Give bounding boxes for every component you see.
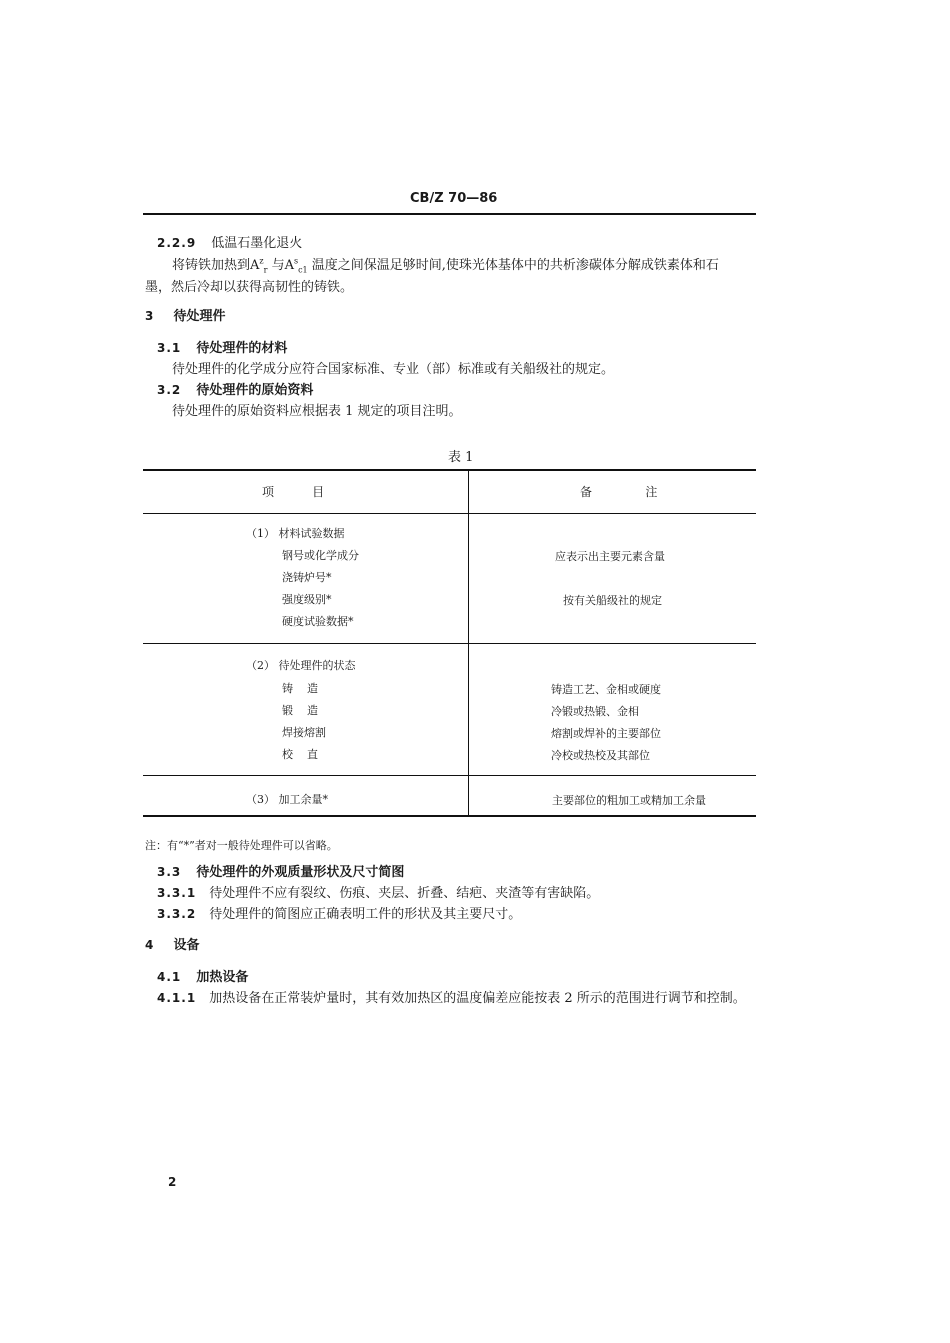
section-number: 3.3.1	[157, 886, 197, 900]
section-title: 待处理件	[173, 309, 226, 324]
section-text: 加热设备在正常装炉量时，其有效加热区的温度偏差应能按表 2 所示的范围进行调节和控制。	[209, 991, 746, 1006]
section-text: 待处理件的简图应正确表明工件的形状及其主要尺寸。	[209, 907, 522, 922]
section-number: 3	[145, 309, 155, 323]
text-fragment: 将铸铁加热到A	[172, 258, 260, 273]
subscript: r	[263, 265, 268, 275]
section-3-3-heading	[157, 861, 404, 880]
section-number: 2.2.9	[157, 236, 197, 250]
section-3-heading	[145, 305, 225, 324]
table-row-rule	[143, 643, 756, 644]
section-title: 待处理件的原始资料	[196, 383, 314, 398]
table-group-head: （2） 待处理件的状态	[246, 659, 356, 672]
section-number: 4.1.1	[157, 991, 197, 1005]
section-3-3-2	[157, 903, 521, 922]
table-footnote: 注：有“*”者对一般待处理件可以省略。	[145, 839, 338, 852]
table-cell: 强度级别*	[282, 593, 332, 606]
section-4-heading	[145, 934, 199, 953]
table-cell: 钢号或化学成分	[282, 549, 359, 562]
table-header-note: 备 注	[580, 485, 658, 499]
page-number: 2	[168, 1175, 178, 1189]
section-4-1-heading	[157, 966, 248, 985]
section-2-2-9-line2: 墨，然后冷却以获得高韧性的铸铁。	[145, 280, 354, 295]
section-2-2-9-heading	[157, 232, 302, 251]
table-cell: 校 直	[282, 748, 318, 761]
table-caption: 表 1	[448, 450, 474, 465]
text-fragment: 温度之间保温足够时间,使珠光体基体中的共析渗碳体分解成铁素体和石	[307, 258, 719, 273]
text-fragment: 与A	[267, 258, 294, 273]
table-note-cell: 冷校或热校及其部位	[551, 749, 650, 762]
section-number: 4.1	[157, 970, 182, 984]
section-number: 3.2	[157, 383, 182, 397]
table-note-cell: 应表示出主要元素含量	[555, 550, 665, 563]
document-code: CB/Z 70—86	[410, 191, 498, 206]
section-title: 加热设备	[196, 970, 249, 985]
section-text: 待处理件不应有裂纹、伤痕、夹层、折叠、结疤、夹渣等有害缺陷。	[209, 886, 600, 901]
section-number: 3.3.2	[157, 907, 197, 921]
table-note-cell: 主要部位的粗加工或精加工余量	[552, 794, 706, 807]
section-3-1-text: 待处理件的化学成分应符合国家标准、专业（部）标准或有关船级社的规定。	[172, 362, 615, 377]
table-cell: 锻 造	[282, 704, 318, 717]
table-group-head: （3） 加工余量*	[246, 793, 328, 806]
section-number: 3.3	[157, 865, 182, 879]
table-column-divider	[468, 470, 469, 816]
table-header-rule	[143, 513, 756, 514]
superscript: z	[259, 256, 264, 266]
table-group-head: （1） 材料试验数据	[246, 527, 345, 540]
section-title: 待处理件的材料	[196, 341, 288, 356]
section-3-3-1	[157, 882, 599, 901]
section-title: 待处理件的外观质量形状及尺寸简图	[196, 865, 405, 880]
table-note-cell: 冷锻或热锻、金相	[551, 705, 639, 718]
table-bottom-rule	[143, 815, 756, 817]
header-rule	[143, 213, 756, 215]
section-4-1-1	[157, 987, 746, 1006]
section-title: 设备	[173, 938, 200, 953]
section-number: 4	[145, 938, 155, 952]
table-top-rule	[143, 469, 756, 471]
subscript: c1	[298, 265, 308, 275]
section-2-2-9-line1	[172, 254, 719, 275]
table-note-cell: 按有关船级社的规定	[563, 594, 662, 607]
superscript: s	[293, 256, 299, 266]
table-cell: 铸 造	[282, 682, 318, 695]
table-cell: 焊接熔割	[282, 726, 326, 739]
table-cell: 浇铸炉号*	[282, 571, 332, 584]
table-cell: 硬度试验数据*	[282, 615, 354, 628]
table-header-item: 项 目	[262, 485, 325, 499]
table-note-cell: 熔割或焊补的主要部位	[551, 727, 661, 740]
section-3-2-text: 待处理件的原始资料应根据表 1 规定的项目注明。	[172, 404, 462, 419]
section-title: 低温石墨化退火	[211, 236, 303, 251]
table-row-rule	[143, 775, 756, 776]
table-note-cell: 铸造工艺、金相或硬度	[551, 683, 661, 696]
section-number: 3.1	[157, 341, 182, 355]
section-3-1-heading	[157, 337, 287, 356]
section-3-2-heading	[157, 379, 313, 398]
